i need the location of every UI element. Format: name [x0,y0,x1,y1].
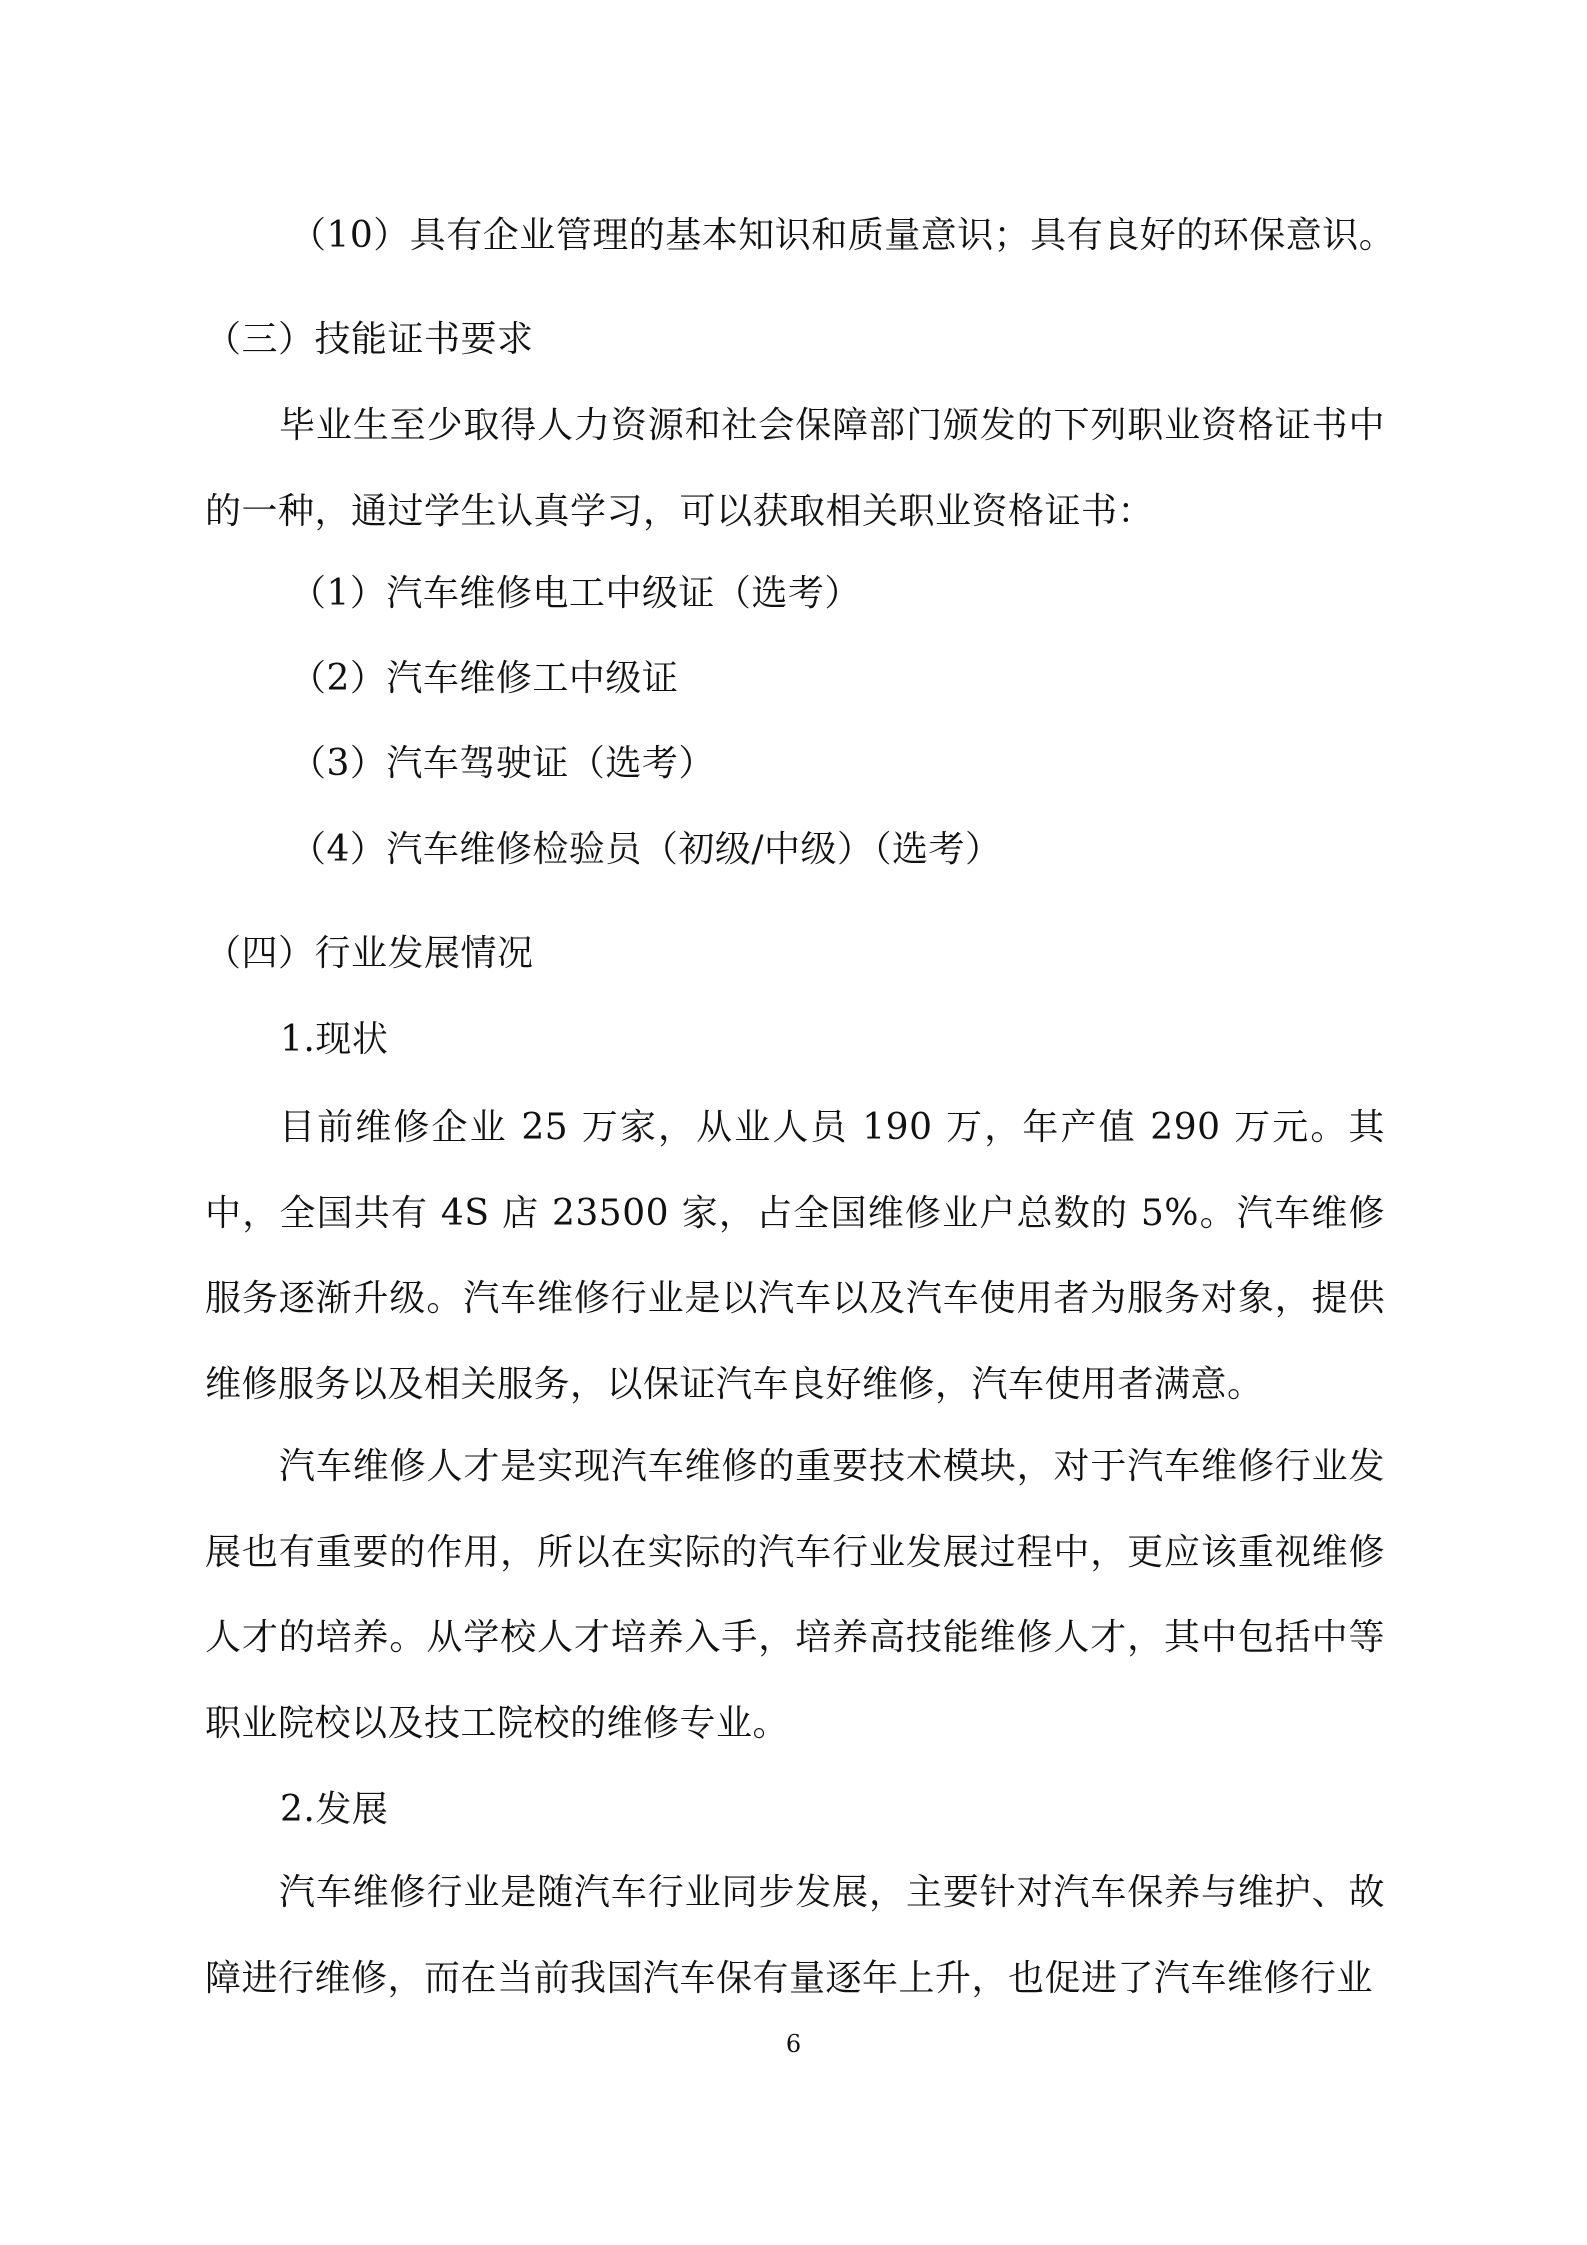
cert-list-item: （3）汽车驾驶证（选考） [290,743,715,784]
status-paragraph-2: 汽车维修人才是实现汽车维修的重要技术模块，对于汽车维修行业发展也有重要的作用，所以在实际的汽车行业发展过程中，更应该重视维修人才的培养。从学校人才培养入手，培养高技能维修人才，其中包括中等职业院校以及技工院校的维修专业。 [205,1446,1385,1744]
cert-list-item: （2）汽车维修工中级证 [290,658,679,699]
item-10-text: （10）具有企业管理的基本知识和质量意识；具有良好的环保意识。 [290,215,1396,256]
sub-2-heading: 2.发展 [280,1789,389,1830]
development-paragraph: 汽车维修行业是随汽车行业同步发展，主要针对汽车保养与维护、故障进行维修，而在当前我国汽车保有量逐年上升，也促进了汽车维修行业 [205,1872,1385,1999]
status-paragraph-1: 目前维修企业 25 万家，从业人员 190 万，年产值 290 万元。其中，全国共有 4S 店 23500 家，占全国维修业户总数的 5%。汽车维修服务逐渐升级。汽车维修行业是以汽车以及汽车使用者为服务对象，提供维修服务以及相关服务，以保证汽车良好维修，汽车使用者满意。 [205,1107,1385,1405]
page-number: 6 [785,2030,802,2058]
section-3-heading: （三）技能证书要求 [205,319,534,360]
cert-list-item: （1）汽车维修电工中级证（选考） [290,573,861,614]
section-4-heading: （四）行业发展情况 [205,933,534,974]
cert-intro-paragraph: 毕业生至少取得人力资源和社会保障部门颁发的下列职业资格证书中的一种，通过学生认真学习，可以获取相关职业资格证书： [205,405,1385,532]
cert-list-item: （4）汽车维修检验员（初级/中级）（选考） [290,829,1002,870]
sub-1-heading: 1.现状 [280,1019,389,1060]
